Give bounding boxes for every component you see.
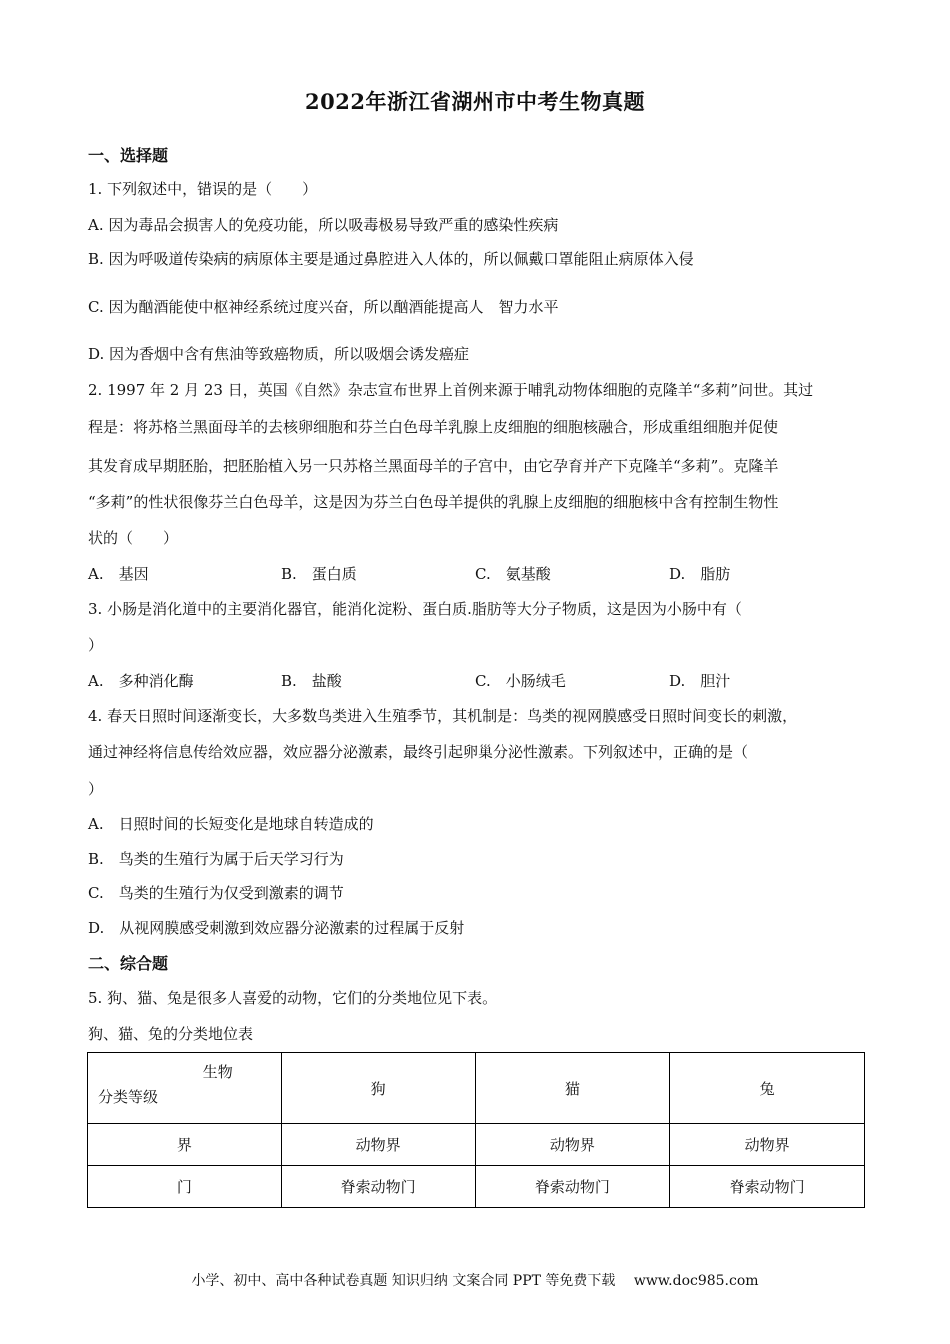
q2-options xyxy=(88,563,868,583)
q1-option-b: B. 因为呼吸道传染病的病原体主要是通过鼻腔进入人体的，所以佩戴口罩能阻止病原体入侵 xyxy=(88,250,694,268)
q1-stem: 1. 下列叙述中，错误的是（ ） xyxy=(88,180,318,198)
q2-option-d: D. 脂肪 xyxy=(669,565,731,583)
table-cell: 脊索动物门 xyxy=(475,1166,670,1208)
table-row xyxy=(88,1166,865,1208)
table-cell: 脊索动物门 xyxy=(281,1166,475,1208)
q2-line-5: 状的（ ） xyxy=(88,529,179,547)
table-caption: 狗、猫、兔的分类地位表 xyxy=(88,1025,254,1043)
classification-table xyxy=(87,1052,865,1208)
q2-option-a: A. 基因 xyxy=(88,565,149,583)
q2-line-3: 其发育成早期胚胎，把胚胎植入另一只苏格兰黑面母羊的子宫中，由它孕育并产下克隆羊“多莉”。克隆羊 xyxy=(88,457,779,475)
q2-line-2: 程是：将苏格兰黑面母羊的去核卵细胞和芬兰白色母羊乳腺上皮细胞的细胞核融合，形成重组细胞并促使 xyxy=(88,418,779,436)
corner-label-organism: 生物 xyxy=(202,1063,233,1081)
header-dog: 狗 xyxy=(281,1053,475,1124)
q3-line-2: ） xyxy=(88,636,104,654)
q4-line-1: 4. 春天日照时间逐渐变长，大多数鸟类进入生殖季节，其机制是：鸟类的视网膜感受日照时间变长的刺激， xyxy=(88,707,798,725)
table-header-row xyxy=(88,1053,865,1124)
q4-line-3: ） xyxy=(88,780,104,798)
q2-line-1: 2. 1997 年 2 月 23 日，英国《自然》杂志宣布世界上首例来源于哺乳动物体细胞的克隆羊“多莉”问世。其过 xyxy=(88,381,814,399)
q1-option-a: A. 因为毒品会损害人的免疫功能，所以吸毒极易导致严重的感染性疾病 xyxy=(88,216,559,234)
rank-cell: 界 xyxy=(88,1124,282,1166)
q4-option-a: A. 日照时间的长短变化是地球自转造成的 xyxy=(88,815,374,833)
q4-option-c: C. 鸟类的生殖行为仅受到激素的调节 xyxy=(88,884,344,902)
q2-option-b: B. 蛋白质 xyxy=(281,565,357,583)
q4-option-d: D. 从视网膜感受刺激到效应器分泌激素的过程属于反射 xyxy=(88,919,465,937)
header-cat: 猫 xyxy=(475,1053,670,1124)
table-row xyxy=(88,1124,865,1166)
q1-option-c: C. 因为酗酒能使中枢神经系统过度兴奋，所以酗酒能提高人 智力水平 xyxy=(88,298,559,316)
q3-option-a: A. 多种消化酶 xyxy=(88,672,194,690)
q2-line-4: “多莉”的性状很像芬兰白色母羊，这是因为芬兰白色母羊提供的乳腺上皮细胞的细胞核中含有控制生物性 xyxy=(88,493,779,511)
q2-option-c: C. 氨基酸 xyxy=(475,565,551,583)
q3-line-1: 3. 小肠是消化道中的主要消化器官，能消化淀粉、蛋白质.脂肪等大分子物质，这是因为小肠中有（ xyxy=(88,600,742,618)
section-heading-comprehensive: 二、综合题 xyxy=(88,954,169,973)
table-cell: 动物界 xyxy=(475,1124,670,1166)
page-title: 2022年浙江省湖州市中考生物真题 xyxy=(305,89,645,114)
corner-cell xyxy=(88,1053,282,1124)
q3-options xyxy=(88,670,868,690)
q3-option-b: B. 盐酸 xyxy=(281,672,342,690)
q4-line-2: 通过神经将信息传给效应器，效应器分泌激素，最终引起卵巢分泌性激素。下列叙述中，正确的是（ xyxy=(88,743,749,761)
page-footer: 小学、初中、高中各种试卷真题 知识归纳 文案合同 PPT 等免费下载 www.doc985.com xyxy=(191,1273,759,1289)
table-cell: 动物界 xyxy=(670,1124,865,1166)
q3-option-c: C. 小肠绒毛 xyxy=(475,672,566,690)
table-cell: 动物界 xyxy=(281,1124,475,1166)
q4-option-b: B. 鸟类的生殖行为属于后天学习行为 xyxy=(88,850,344,868)
corner-label-rank: 分类等级 xyxy=(98,1088,159,1106)
q1-option-d: D. 因为香烟中含有焦油等致癌物质，所以吸烟会诱发癌症 xyxy=(88,345,470,363)
q3-option-d: D. 胆汁 xyxy=(669,672,731,690)
q5-stem: 5. 狗、猫、兔是很多人喜爱的动物，它们的分类地位见下表。 xyxy=(88,989,498,1007)
header-rabbit: 兔 xyxy=(670,1053,865,1124)
table-cell: 脊索动物门 xyxy=(670,1166,865,1208)
rank-cell: 门 xyxy=(88,1166,282,1208)
section-heading-choice: 一、选择题 xyxy=(88,146,169,165)
